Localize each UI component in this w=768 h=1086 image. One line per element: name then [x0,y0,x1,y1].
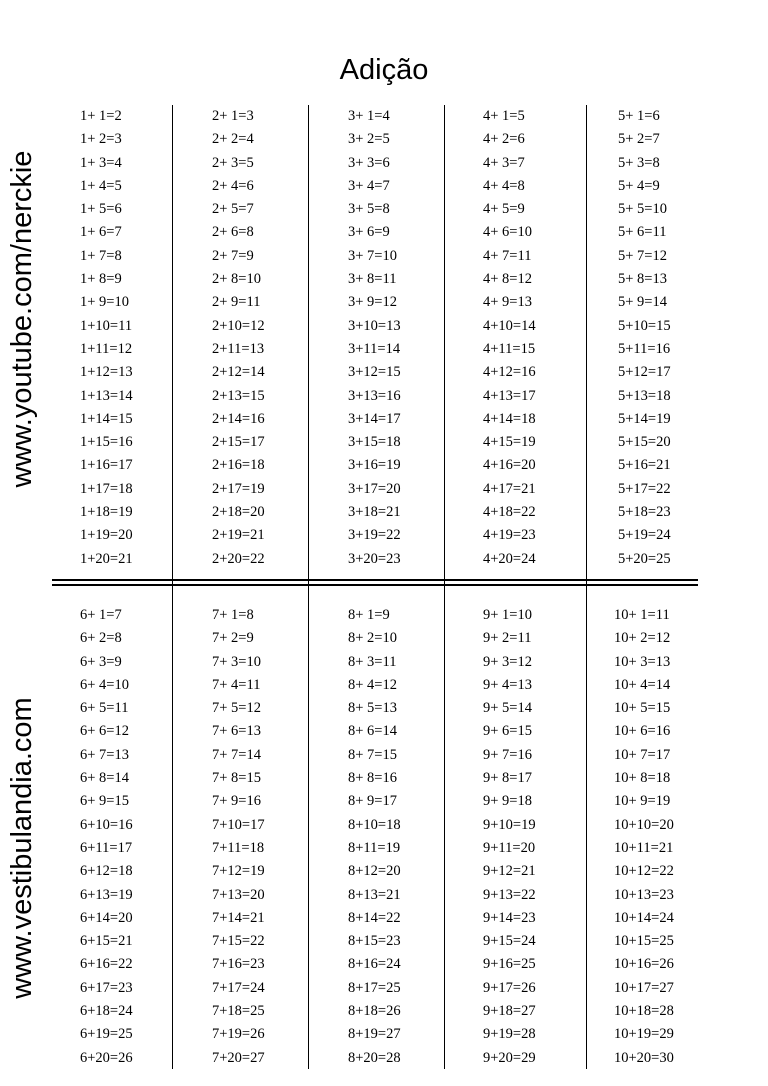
table-column-2 [212,105,265,571]
youtube-watermark: www.youtube.com/nerckie [6,150,38,488]
equation: 7+11=18 [212,839,265,856]
equation: 7+17=24 [212,979,265,996]
equation: 10+ 6=16 [614,723,671,740]
equation: 5+ 3=8 [618,154,660,171]
equation: 2+ 1=3 [212,108,254,124]
equation: 4+11=15 [483,340,536,357]
equation: 6+18=24 [80,1003,133,1020]
equation: 1+18=19 [80,504,133,521]
equation: 6+ 4=10 [80,676,129,693]
equation: 10+20=30 [614,1049,674,1066]
equation: 2+18=20 [212,504,265,521]
equation: 1+ 1=2 [80,108,122,124]
table-column-7 [212,604,265,1070]
equation: 6+ 3=9 [80,653,122,670]
equation: 1+14=15 [80,410,133,427]
equation: 5+ 1=6 [618,108,660,124]
equation: 1+13=14 [80,387,133,404]
equation: 5+16=21 [618,457,671,474]
equation: 3+ 2=5 [348,131,390,148]
equation: 5+ 8=13 [618,271,667,288]
equation: 4+ 2=6 [483,131,525,148]
equation: 4+15=19 [483,434,536,451]
equation: 6+20=26 [80,1049,133,1066]
equation: 9+ 5=14 [483,700,532,717]
table-column-9 [483,604,536,1070]
equation: 1+ 4=5 [80,177,122,194]
equation: 8+ 9=17 [348,793,397,810]
equation: 9+11=20 [483,839,536,856]
equation: 2+ 9=11 [212,294,261,311]
equation: 9+ 4=13 [483,676,532,693]
equation: 4+ 5=9 [483,201,525,218]
equation: 3+16=19 [348,457,401,474]
equation: 10+11=21 [614,839,674,856]
equation: 2+14=16 [212,410,265,427]
equation: 8+13=21 [348,886,401,903]
equation: 6+ 6=12 [80,723,129,740]
equation: 2+16=18 [212,457,265,474]
equation: 5+ 5=10 [618,201,667,218]
equation: 9+ 1=10 [483,607,532,623]
equation: 2+10=12 [212,317,265,334]
table-column-1 [80,105,133,571]
equation: 3+ 3=6 [348,154,390,171]
equation: 8+16=24 [348,956,401,973]
equation: 2+ 6=8 [212,224,254,241]
equation: 2+17=19 [212,480,265,497]
equation: 10+ 4=14 [614,676,671,693]
equation: 4+10=14 [483,317,536,334]
page-title: Adição [339,54,429,86]
equation: 8+12=20 [348,863,401,880]
equation: 3+20=23 [348,550,401,567]
equation: 9+16=25 [483,956,536,973]
equation: 3+17=20 [348,480,401,497]
equation: 3+14=17 [348,410,401,427]
equation: 4+19=23 [483,527,536,544]
equation: 1+ 2=3 [80,131,122,148]
equation: 1+15=16 [80,434,133,451]
equation: 5+18=23 [618,504,671,521]
equation: 1+17=18 [80,480,133,497]
equation: 5+ 4=9 [618,177,660,194]
equation: 4+20=24 [483,550,536,567]
equation: 9+ 3=12 [483,653,532,670]
equation: 1+ 8=9 [80,271,122,288]
equation: 9+17=26 [483,979,536,996]
equation: 7+ 5=12 [212,700,261,717]
equation: 9+10=19 [483,816,536,833]
equation: 6+13=19 [80,886,133,903]
equation: 7+18=25 [212,1003,265,1020]
equation: 3+19=22 [348,527,401,544]
equation: 4+ 6=10 [483,224,532,241]
equation: 8+ 3=11 [348,653,397,670]
equation: 7+ 1=8 [212,607,254,623]
equation: 2+11=13 [212,340,265,357]
equation: 10+14=24 [614,909,674,926]
equation: 2+19=21 [212,527,265,544]
equation: 6+19=25 [80,1026,133,1043]
equation: 2+20=22 [212,550,265,567]
table-column-10 [614,604,674,1070]
table-column-3 [348,105,401,571]
equation: 1+16=17 [80,457,133,474]
equation: 1+ 6=7 [80,224,122,241]
equation: 8+11=19 [348,839,401,856]
equation: 4+ 3=7 [483,154,525,171]
equation: 10+ 1=11 [614,607,670,623]
equation: 10+12=22 [614,863,674,880]
equation: 8+17=25 [348,979,401,996]
equation: 3+ 1=4 [348,108,390,124]
equation: 1+ 7=8 [80,247,122,264]
equation: 8+ 8=16 [348,770,397,787]
equation: 6+ 2=8 [80,630,122,647]
equation: 7+ 2=9 [212,630,254,647]
table-column-5 [618,105,671,571]
equation: 3+12=15 [348,364,401,381]
equation: 10+16=26 [614,956,674,973]
equation: 2+ 8=10 [212,271,261,288]
equation: 7+ 9=16 [212,793,261,810]
equation: 6+14=20 [80,909,133,926]
equation: 8+10=18 [348,816,401,833]
equation: 4+18=22 [483,504,536,521]
equation: 10+19=29 [614,1026,674,1043]
equation: 3+ 4=7 [348,177,390,194]
equation: 7+ 8=15 [212,770,261,787]
equation: 2+ 7=9 [212,247,254,264]
equation: 6+12=18 [80,863,133,880]
equation: 5+ 6=11 [618,224,667,241]
equation: 4+ 9=13 [483,294,532,311]
equation: 5+10=15 [618,317,671,334]
equation: 2+13=15 [212,387,265,404]
equation: 4+14=18 [483,410,536,427]
equation: 4+17=21 [483,480,536,497]
equation: 6+10=16 [80,816,133,833]
equation: 7+10=17 [212,816,265,833]
equation: 10+15=25 [614,933,674,950]
equation: 1+19=20 [80,527,133,544]
equation: 9+ 7=16 [483,746,532,763]
equation: 6+15=21 [80,933,133,950]
equation: 9+20=29 [483,1049,536,1066]
equation: 2+ 4=6 [212,177,254,194]
equation: 9+12=21 [483,863,536,880]
equation: 3+ 6=9 [348,224,390,241]
equation: 3+11=14 [348,340,401,357]
equation: 3+ 7=10 [348,247,397,264]
equation: 7+ 4=11 [212,676,261,693]
equation: 8+18=26 [348,1003,401,1020]
equation: 6+ 1=7 [80,607,122,623]
equation: 6+16=22 [80,956,133,973]
table-column-8 [348,604,401,1070]
equation: 9+13=22 [483,886,536,903]
equation: 6+17=23 [80,979,133,996]
equation: 9+ 2=11 [483,630,532,647]
addition-table-1-to-5 [52,105,698,571]
equation: 1+20=21 [80,550,133,567]
table-column-6 [80,604,133,1070]
equation: 5+ 7=12 [618,247,667,264]
equation: 3+15=18 [348,434,401,451]
equation: 6+ 7=13 [80,746,129,763]
equation: 8+ 2=10 [348,630,397,647]
equation: 4+ 8=12 [483,271,532,288]
equation: 8+ 6=14 [348,723,397,740]
equation: 5+17=22 [618,480,671,497]
website-watermark: www.vestibulandia.com [6,697,38,999]
equation: 9+ 6=15 [483,723,532,740]
equation: 7+20=27 [212,1049,265,1066]
equation: 6+ 9=15 [80,793,129,810]
equation: 7+13=20 [212,886,265,903]
equation: 3+10=13 [348,317,401,334]
equation: 5+19=24 [618,527,671,544]
equation: 5+14=19 [618,410,671,427]
equation: 7+12=19 [212,863,265,880]
section-separator-line [52,579,698,581]
equation: 5+15=20 [618,434,671,451]
equation: 7+14=21 [212,909,265,926]
equation: 8+ 5=13 [348,700,397,717]
equation: 4+ 4=8 [483,177,525,194]
equation: 1+ 3=4 [80,154,122,171]
equation: 8+ 1=9 [348,607,390,623]
equation: 10+ 3=13 [614,653,671,670]
equation: 9+18=27 [483,1003,536,1020]
equation: 3+18=21 [348,504,401,521]
equation: 10+10=20 [614,816,674,833]
equation: 7+ 3=10 [212,653,261,670]
equation: 2+ 3=5 [212,154,254,171]
table-column-4 [483,105,536,571]
equation: 9+ 8=17 [483,770,532,787]
equation: 5+ 9=14 [618,294,667,311]
equation: 4+ 1=5 [483,108,525,124]
equation: 9+19=28 [483,1026,536,1043]
equation: 1+ 5=6 [80,201,122,218]
equation: 5+12=17 [618,364,671,381]
equation: 3+ 5=8 [348,201,390,218]
equation: 1+ 9=10 [80,294,129,311]
equation: 8+14=22 [348,909,401,926]
equation: 5+20=25 [618,550,671,567]
equation: 2+ 2=4 [212,131,254,148]
equation: 10+17=27 [614,979,674,996]
equation: 9+14=23 [483,909,536,926]
addition-table-6-to-10 [52,604,698,1070]
equation: 1+12=13 [80,364,133,381]
equation: 5+13=18 [618,387,671,404]
equation: 7+16=23 [212,956,265,973]
equation: 4+16=20 [483,457,536,474]
equation: 7+15=22 [212,933,265,950]
equation: 6+ 5=11 [80,700,129,717]
equation: 4+ 7=11 [483,247,532,264]
equation: 10+ 5=15 [614,700,671,717]
equation: 7+19=26 [212,1026,265,1043]
equation: 8+ 7=15 [348,746,397,763]
equation: 8+19=27 [348,1026,401,1043]
equation: 8+20=28 [348,1049,401,1066]
equation: 3+ 9=12 [348,294,397,311]
equation: 5+ 2=7 [618,131,660,148]
equation: 7+ 7=14 [212,746,261,763]
equation: 1+11=12 [80,340,133,357]
equation: 10+ 2=12 [614,630,671,647]
equation: 3+ 8=11 [348,271,397,288]
equation: 10+ 9=19 [614,793,671,810]
equation: 6+11=17 [80,839,133,856]
equation: 8+15=23 [348,933,401,950]
equation: 1+10=11 [80,317,133,334]
equation: 10+18=28 [614,1003,674,1020]
equation: 3+13=16 [348,387,401,404]
section-separator-line [52,584,698,586]
equation: 7+ 6=13 [212,723,261,740]
equation: 10+13=23 [614,886,674,903]
equation: 9+ 9=18 [483,793,532,810]
equation: 10+ 8=18 [614,770,671,787]
equation: 8+ 4=12 [348,676,397,693]
equation: 4+13=17 [483,387,536,404]
equation: 2+12=14 [212,364,265,381]
equation: 4+12=16 [483,364,536,381]
equation: 5+11=16 [618,340,671,357]
equation: 10+ 7=17 [614,746,671,763]
equation: 2+15=17 [212,434,265,451]
equation: 6+ 8=14 [80,770,129,787]
equation: 9+15=24 [483,933,536,950]
equation: 2+ 5=7 [212,201,254,218]
